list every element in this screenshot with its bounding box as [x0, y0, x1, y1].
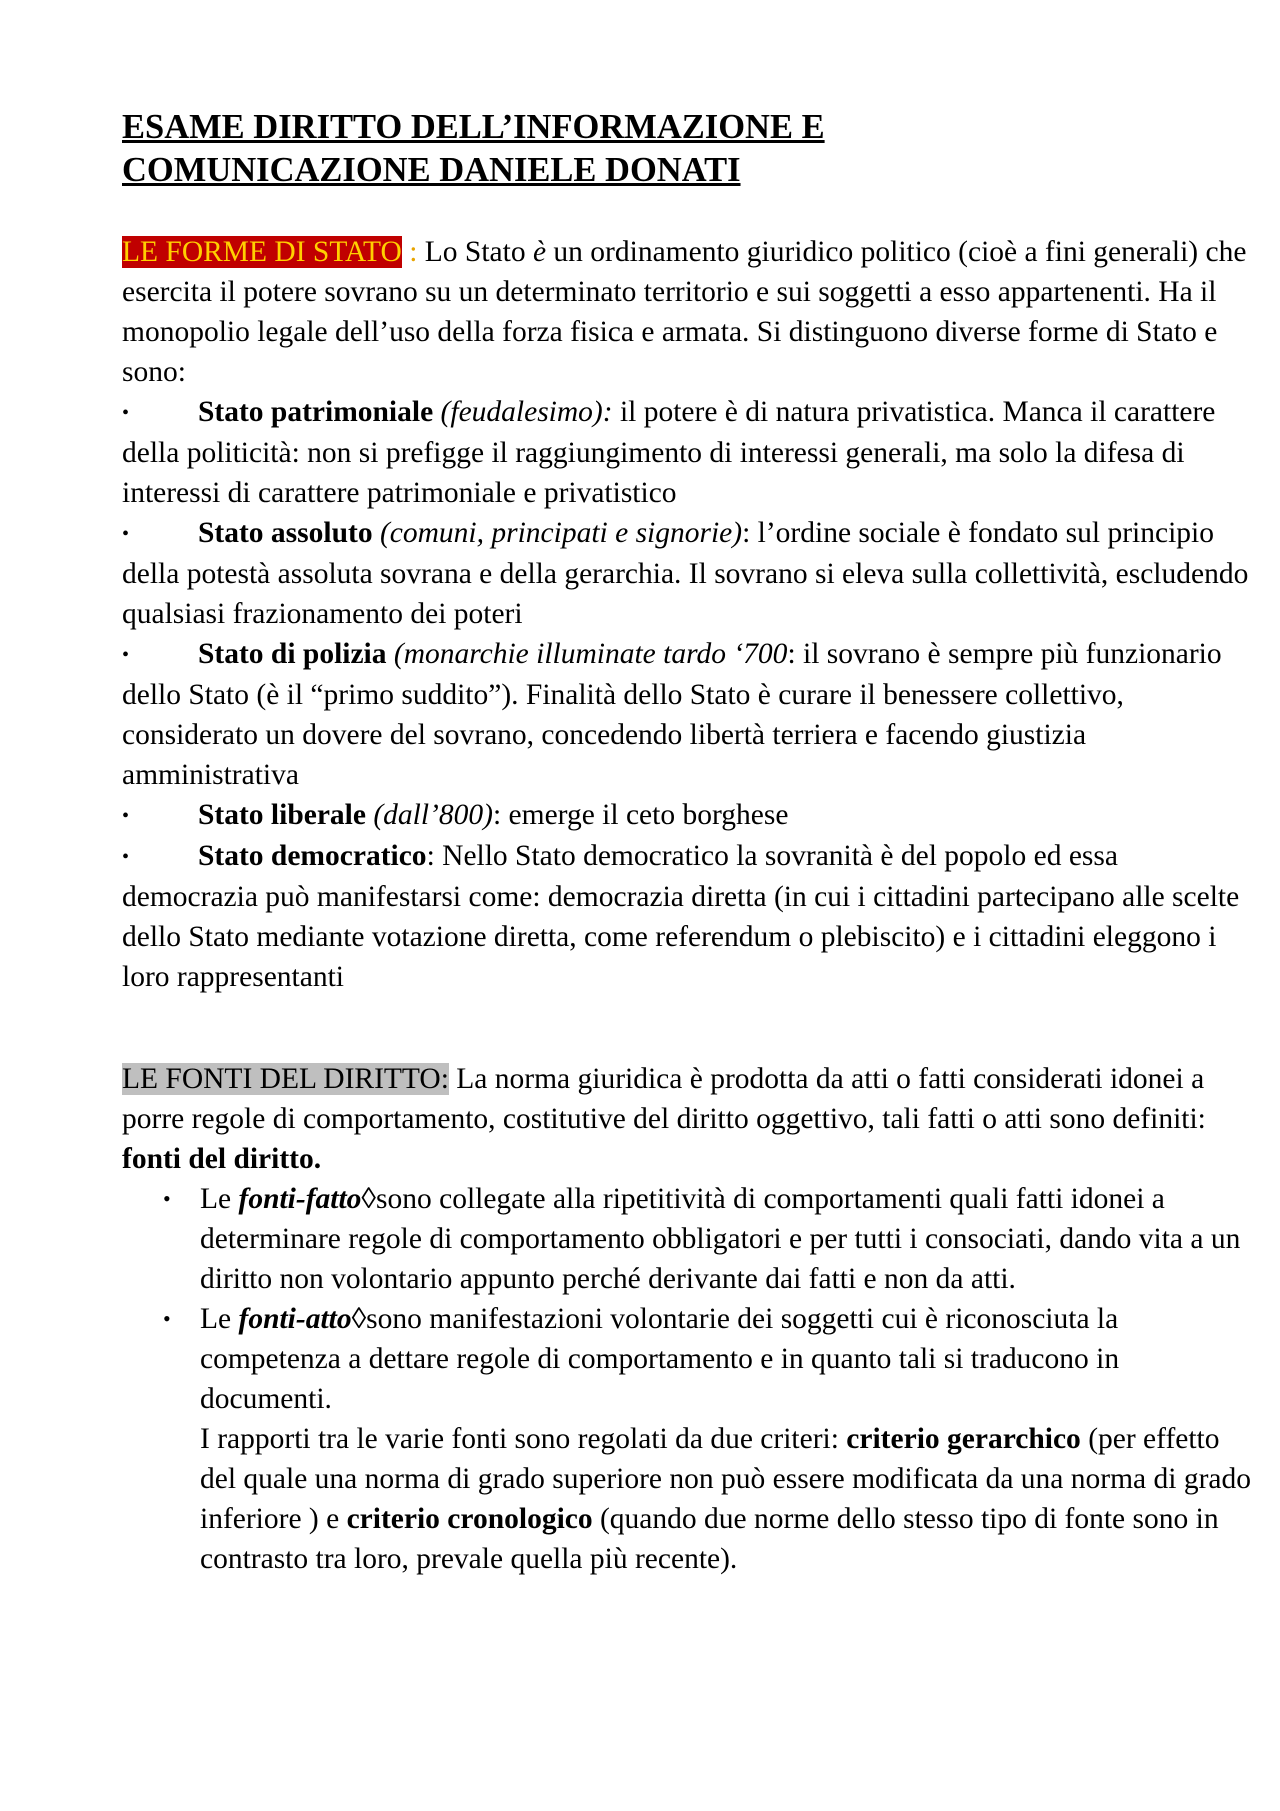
list-item — [122, 513, 1252, 634]
list-item — [200, 1299, 1252, 1579]
forme-heading-colon: : — [401, 236, 418, 268]
criteria-cronologico: criterio cronologico — [346, 1503, 593, 1535]
criteria-paragraph — [200, 1419, 1252, 1579]
bullet-icon — [122, 837, 198, 877]
forme-intro-paragraph — [122, 232, 1252, 392]
item-term: Stato patrimoniale — [198, 396, 434, 428]
list-item — [122, 836, 1252, 997]
bullet-icon — [122, 514, 198, 554]
item-term: fonti-atto — [238, 1303, 352, 1335]
fonti-intro: La norma giuridica è prodotta da atti o fatti considerati idonei a porre regole di comportamento, costitutive del diritto oggettivo, tali fatti o atti sono definiti: — [122, 1063, 1206, 1135]
title-line-2: COMUNICAZIONE DANIELE DONATI — [122, 151, 741, 189]
list-item — [122, 634, 1252, 795]
bullet-icon — [122, 796, 198, 836]
section-fonti-del-diritto — [122, 1059, 1252, 1579]
list-item — [122, 392, 1252, 513]
item-lead: Le — [200, 1183, 239, 1215]
bullet-icon — [163, 1299, 171, 1339]
item-term: Stato liberale — [198, 799, 366, 831]
document-title — [122, 106, 1252, 192]
fonti-list — [122, 1179, 1252, 1579]
forme-heading: LE FORME DI STATO — [122, 236, 402, 268]
item-text: : l’ordine sociale è fondato sul principio della potestà assoluta sovrana e della gerarchia. Il sovrano si eleva sulla collettività, escludendo qualsiasi frazionamento dei poteri — [122, 517, 1249, 630]
forme-intro: Lo Stato — [417, 236, 533, 268]
bullet-icon — [163, 1179, 171, 1219]
criteria-text-3: (quando due norme dello stesso tipo di fonte sono in contrasto tra loro, prevale quella più recente). — [200, 1503, 1219, 1575]
title-line-1: ESAME DIRITTO DELL’INFORMAZIONE E — [122, 108, 825, 146]
page-content — [122, 106, 1252, 1579]
item-text: : emerge il ceto borghese — [492, 799, 789, 831]
item-text: : il sovrano è sempre più funzionario dello Stato (è il “primo suddito”). Finalità dello Stato è curare il benessere collettivo, considerato un dovere del sovrano, concedendo libertà terriera e facendo giustizia amministrativa — [122, 638, 1222, 791]
forme-intro-em: è — [532, 236, 547, 268]
item-text: sono collegate alla ripetitività di comportamenti quali fatti idonei a determinare regole di comportamento obbligatori e per tutti i consociati, dando vita a un diritto non volontario appunto perché derivante dai fatti e non da atti. — [200, 1183, 1241, 1295]
item-term: fonti-fatto — [238, 1183, 362, 1215]
item-text: il potere è di natura privatistica. Manca il carattere della politicità: non si prefigge il raggiungimento di interessi generali, ma solo la difesa di interessi di carattere patrimoniale e privatistico — [122, 396, 1216, 509]
diamond-arrow-icon: ◊ — [351, 1303, 367, 1335]
list-item — [122, 795, 1252, 836]
criteria-text-2: (per effetto del quale una norma di grado superiore non può essere modificata da una norma di grado inferiore ) e — [200, 1423, 1251, 1535]
item-note: (comuni, principati e signorie) — [372, 517, 743, 549]
item-lead: Le — [200, 1303, 239, 1335]
bullet-icon — [122, 635, 198, 675]
fonti-intro-paragraph — [122, 1059, 1252, 1179]
forme-intro-rest: un ordinamento giuridico politico (cioè a fini generali) che esercita il potere sovrano su un determinato territorio e sui soggetti a esso appartenenti. Ha il monopolio legale dell’uso della forza fisica e armata. Si distinguono diverse forme di Stato e sono: — [122, 236, 1247, 388]
diamond-arrow-icon: ◊ — [361, 1183, 376, 1215]
item-note: (dall’800) — [365, 799, 493, 831]
bullet-icon — [122, 393, 198, 433]
item-text: sono manifestazioni volontarie dei soggetti cui è riconosciuta la competenza a dettare regole di comportamento e in quanto tali si traducono in documenti. — [200, 1303, 1120, 1415]
section-forme-di-stato — [122, 232, 1252, 997]
forme-list — [122, 392, 1252, 997]
item-term: Stato democratico — [198, 840, 427, 872]
item-text: : Nello Stato democratico la sovranità è del popolo ed essa democrazia può manifestarsi come: democrazia diretta (in cui i cittadini partecipano alle scelte dello Stato mediante votazione diretta, come referendum o plebiscito) e i cittadini eleggono i loro rappresentanti — [122, 840, 1240, 993]
criteria-text-1: I rapporti tra le varie fonti sono regolati da due criteri: — [200, 1423, 847, 1455]
fonti-heading: LE FONTI DEL DIRITTO: — [122, 1063, 449, 1095]
list-item — [200, 1179, 1252, 1299]
criteria-gerarchico: criterio gerarchico — [846, 1423, 1081, 1455]
fonti-intro-bold: fonti del diritto. — [122, 1143, 322, 1175]
item-term: Stato di polizia — [198, 638, 387, 670]
item-note: (monarchie illuminate tardo ‘700 — [386, 638, 788, 670]
item-note: (feudalesimo): — [433, 396, 613, 428]
item-term: Stato assoluto — [198, 517, 373, 549]
